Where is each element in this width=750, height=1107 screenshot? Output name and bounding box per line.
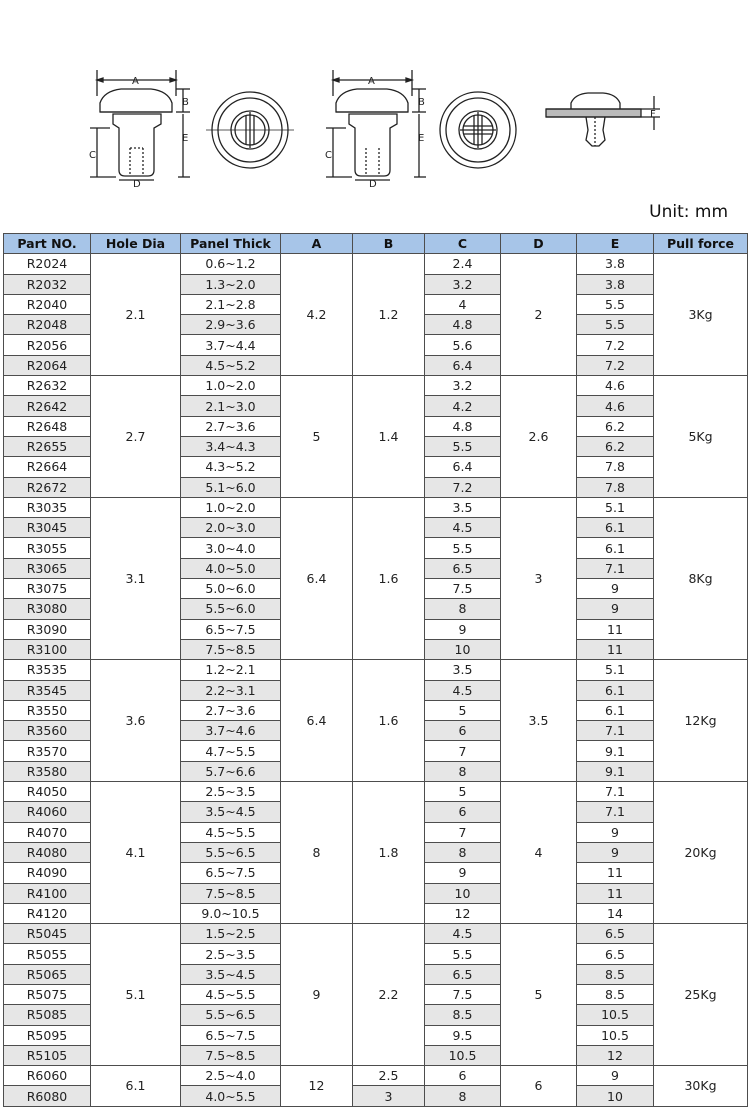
part-no-cell: R5075 (4, 984, 91, 1004)
dim-c-cell: 4.5 (425, 518, 501, 538)
panel-thick-cell: 3.7~4.4 (181, 335, 281, 355)
pull-force-cell: 8Kg (654, 497, 748, 659)
dim-e-cell: 9 (577, 822, 654, 842)
dim-c-cell: 10 (425, 639, 501, 659)
panel-thick-cell: 2.5~4.0 (181, 1066, 281, 1086)
side-view-center (325, 70, 426, 190)
dim-c-cell: 3.5 (425, 660, 501, 680)
panel-thick-cell: 0.6~1.2 (181, 254, 281, 274)
part-no-cell: R2064 (4, 355, 91, 375)
dim-c-cell: 5 (425, 700, 501, 720)
part-no-cell: R4120 (4, 903, 91, 923)
part-no-cell: R3545 (4, 680, 91, 700)
part-no-cell: R3035 (4, 497, 91, 517)
dim-e-cell: 3.8 (577, 254, 654, 274)
panel-thick-cell: 3.4~4.3 (181, 436, 281, 456)
part-no-cell: R5085 (4, 1005, 91, 1025)
dim-e-cell: 6.1 (577, 518, 654, 538)
table-row (4, 1066, 748, 1086)
dim-e-cell: 4.6 (577, 396, 654, 416)
part-no-cell: R3090 (4, 619, 91, 639)
panel-thick-cell: 2.7~3.6 (181, 700, 281, 720)
part-no-cell: R6060 (4, 1066, 91, 1086)
dim-c-cell: 2.4 (425, 254, 501, 274)
panel-thick-cell: 6.5~7.5 (181, 863, 281, 883)
dim-e-cell: 5.1 (577, 660, 654, 680)
unit-label: Unit: mm (649, 202, 728, 222)
dim-e-cell: 5.1 (577, 497, 654, 517)
dim-e-cell: 10.5 (577, 1005, 654, 1025)
dim-e-cell: 6.1 (577, 538, 654, 558)
dim-e-cell: 8.5 (577, 964, 654, 984)
dim-c-cell: 6.4 (425, 355, 501, 375)
part-no-cell: R2032 (4, 274, 91, 294)
top-view-center (440, 92, 516, 168)
dim-d-cell: 5 (501, 924, 577, 1066)
panel-thick-cell: 2.5~3.5 (181, 782, 281, 802)
part-no-cell: R2664 (4, 457, 91, 477)
dim-label-d: D (133, 179, 141, 190)
dim-e-cell: 9 (577, 599, 654, 619)
dim-e-cell: 7.1 (577, 802, 654, 822)
dim-e-cell: 7.8 (577, 477, 654, 497)
col-header-b: B (353, 234, 425, 254)
dim-c-cell: 7.5 (425, 984, 501, 1004)
top-view-left (206, 92, 294, 168)
part-no-cell: R5045 (4, 924, 91, 944)
dim-c-cell: 3.2 (425, 376, 501, 396)
part-no-cell: R3100 (4, 639, 91, 659)
part-no-cell: R3080 (4, 599, 91, 619)
table-header-row (4, 234, 748, 254)
table-row (4, 376, 748, 396)
part-no-cell: R5095 (4, 1025, 91, 1045)
panel-thick-cell: 7.5~8.5 (181, 883, 281, 903)
dim-c-cell: 9 (425, 619, 501, 639)
part-no-cell: R4060 (4, 802, 91, 822)
dim-c-cell: 4.2 (425, 396, 501, 416)
panel-thick-cell: 2.1~2.8 (181, 294, 281, 314)
side-view-left (89, 70, 190, 190)
dim-b-cell: 1.6 (353, 660, 425, 782)
dim-c-cell: 5.5 (425, 436, 501, 456)
dim-a-cell: 6.4 (281, 497, 353, 659)
table-row (4, 782, 748, 802)
dim-c-cell: 3.2 (425, 274, 501, 294)
dim-e-cell: 10.5 (577, 1025, 654, 1045)
hole-dia-cell: 2.7 (91, 376, 181, 498)
dim-d-cell: 3 (501, 497, 577, 659)
dim-c-cell: 4 (425, 294, 501, 314)
panel-thick-cell: 2.2~3.1 (181, 680, 281, 700)
panel-thick-cell: 1.5~2.5 (181, 924, 281, 944)
dim-c-cell: 7.2 (425, 477, 501, 497)
col-header-e: E (577, 234, 654, 254)
dim-e-cell: 6.5 (577, 924, 654, 944)
dim-a-cell: 8 (281, 782, 353, 924)
part-no-cell: R4050 (4, 782, 91, 802)
dim-label-a-2: A (368, 76, 375, 87)
dim-e-cell: 9.1 (577, 741, 654, 761)
dim-label-c-2: C (325, 150, 332, 161)
panel-thick-cell: 5.1~6.0 (181, 477, 281, 497)
dim-b-cell: 1.2 (353, 254, 425, 376)
dim-c-cell: 5 (425, 782, 501, 802)
hole-dia-cell: 3.6 (91, 660, 181, 782)
part-no-cell: R2672 (4, 477, 91, 497)
panel-thick-cell: 2.0~3.0 (181, 518, 281, 538)
part-no-cell: R2024 (4, 254, 91, 274)
dim-c-cell: 8 (425, 1086, 501, 1106)
part-no-cell: R4100 (4, 883, 91, 903)
panel-thick-cell: 2.7~3.6 (181, 416, 281, 436)
part-no-cell: R3550 (4, 700, 91, 720)
panel-thick-cell: 1.0~2.0 (181, 376, 281, 396)
panel-thick-cell: 5.7~6.6 (181, 761, 281, 781)
dim-b-cell: 1.8 (353, 782, 425, 924)
dim-c-cell: 4.5 (425, 680, 501, 700)
dim-c-cell: 8 (425, 761, 501, 781)
dim-d-cell: 3.5 (501, 660, 577, 782)
dim-a-cell: 9 (281, 924, 353, 1066)
dim-e-cell: 7.1 (577, 721, 654, 741)
dim-a-cell: 12 (281, 1066, 353, 1107)
col-header-c: C (425, 234, 501, 254)
dim-a-cell: 4.2 (281, 254, 353, 376)
dim-c-cell: 6.5 (425, 964, 501, 984)
part-no-cell: R3045 (4, 518, 91, 538)
dim-c-cell: 10 (425, 883, 501, 903)
part-no-cell: R4080 (4, 842, 91, 862)
dim-e-cell: 11 (577, 639, 654, 659)
dim-c-cell: 6.5 (425, 558, 501, 578)
dim-e-cell: 9 (577, 1066, 654, 1086)
panel-thick-cell: 7.5~8.5 (181, 639, 281, 659)
dim-e-cell: 11 (577, 619, 654, 639)
dim-c-cell: 8 (425, 599, 501, 619)
dim-c-cell: 4.5 (425, 924, 501, 944)
dim-c-cell: 5.5 (425, 944, 501, 964)
panel-thick-cell: 6.5~7.5 (181, 1025, 281, 1045)
dim-c-cell: 6.4 (425, 457, 501, 477)
part-no-cell: R4090 (4, 863, 91, 883)
col-header-pull-force: Pull force (654, 234, 748, 254)
spec-table-body (4, 254, 748, 1106)
panel-thick-cell: 2.5~3.5 (181, 944, 281, 964)
dim-a-cell: 6.4 (281, 660, 353, 782)
panel-thick-cell: 4.0~5.0 (181, 558, 281, 578)
panel-thick-cell: 4.7~5.5 (181, 741, 281, 761)
dim-e-cell: 12 (577, 1045, 654, 1065)
part-no-cell: R2048 (4, 315, 91, 335)
part-no-cell: R6080 (4, 1086, 91, 1106)
dim-c-cell: 7 (425, 822, 501, 842)
dim-c-cell: 7 (425, 741, 501, 761)
dim-c-cell: 5.5 (425, 538, 501, 558)
dim-e-cell: 6.1 (577, 680, 654, 700)
dim-e-cell: 6.2 (577, 416, 654, 436)
dim-e-cell: 4.6 (577, 376, 654, 396)
part-no-cell: R3535 (4, 660, 91, 680)
dim-label-e: E (182, 133, 189, 144)
dim-a-cell: 5 (281, 376, 353, 498)
rivet-dimension-diagram (0, 0, 750, 200)
dim-e-cell: 6.5 (577, 944, 654, 964)
panel-thick-cell: 1.0~2.0 (181, 497, 281, 517)
panel-thick-cell: 5.5~6.5 (181, 842, 281, 862)
panel-thick-cell: 2.9~3.6 (181, 315, 281, 335)
hole-dia-cell: 2.1 (91, 254, 181, 376)
dim-c-cell: 3.5 (425, 497, 501, 517)
dim-c-cell: 6 (425, 721, 501, 741)
dim-c-cell: 10.5 (425, 1045, 501, 1065)
dim-e-cell: 8.5 (577, 984, 654, 1004)
dim-c-cell: 6 (425, 802, 501, 822)
table-row (4, 660, 748, 680)
dim-b-cell: 3 (353, 1086, 425, 1106)
part-no-cell: R5065 (4, 964, 91, 984)
dim-e-cell: 7.2 (577, 335, 654, 355)
dim-e-cell: 6.1 (577, 700, 654, 720)
panel-thick-cell: 5.5~6.5 (181, 1005, 281, 1025)
dim-label-e-2: E (418, 133, 425, 144)
table-row (4, 497, 748, 517)
dim-label-d-2: D (369, 179, 377, 190)
dim-c-cell: 12 (425, 903, 501, 923)
dim-d-cell: 2.6 (501, 376, 577, 498)
panel-thick-cell: 4.5~5.5 (181, 822, 281, 842)
dim-e-cell: 3.8 (577, 274, 654, 294)
part-no-cell: R2040 (4, 294, 91, 314)
col-header-hole-dia: Hole Dia (91, 234, 181, 254)
panel-thick-cell: 2.1~3.0 (181, 396, 281, 416)
dim-b-cell: 2.2 (353, 924, 425, 1066)
dim-c-cell: 8.5 (425, 1005, 501, 1025)
dim-c-cell: 4.8 (425, 315, 501, 335)
dim-e-cell: 9 (577, 579, 654, 599)
col-header-a: A (281, 234, 353, 254)
dim-label-b-2: B (418, 97, 425, 108)
pull-force-cell: 3Kg (654, 254, 748, 376)
part-no-cell: R5055 (4, 944, 91, 964)
dim-e-cell: 6.2 (577, 436, 654, 456)
part-no-cell: R4070 (4, 822, 91, 842)
dim-c-cell: 5.6 (425, 335, 501, 355)
panel-thick-cell: 7.5~8.5 (181, 1045, 281, 1065)
panel-thick-cell: 9.0~10.5 (181, 903, 281, 923)
dim-label-b: B (182, 97, 189, 108)
panel-thick-cell: 4.0~5.5 (181, 1086, 281, 1106)
dim-c-cell: 8 (425, 842, 501, 862)
part-no-cell: R2642 (4, 396, 91, 416)
dim-d-cell: 6 (501, 1066, 577, 1107)
dim-e-cell: 7.1 (577, 558, 654, 578)
part-no-cell: R2648 (4, 416, 91, 436)
part-no-cell: R3560 (4, 721, 91, 741)
dim-d-cell: 2 (501, 254, 577, 376)
part-no-cell: R5105 (4, 1045, 91, 1065)
hole-dia-cell: 6.1 (91, 1066, 181, 1107)
dim-e-cell: 5.5 (577, 294, 654, 314)
dim-label-c: C (89, 150, 96, 161)
part-no-cell: R3055 (4, 538, 91, 558)
pull-force-cell: 25Kg (654, 924, 748, 1066)
spec-table (3, 233, 748, 1107)
part-no-cell: R2056 (4, 335, 91, 355)
panel-thick-cell: 1.2~2.1 (181, 660, 281, 680)
panel-thick-cell: 3.0~4.0 (181, 538, 281, 558)
col-header-panel-thick: Panel Thick (181, 234, 281, 254)
dim-e-cell: 11 (577, 863, 654, 883)
col-header-part-no: Part NO. (4, 234, 91, 254)
panel-thick-cell: 6.5~7.5 (181, 619, 281, 639)
panel-thick-cell: 5.0~6.0 (181, 579, 281, 599)
pull-force-cell: 20Kg (654, 782, 748, 924)
dim-b-cell: 2.5 (353, 1066, 425, 1086)
hole-dia-cell: 4.1 (91, 782, 181, 924)
part-no-cell: R3570 (4, 741, 91, 761)
panel-thick-cell: 3.7~4.6 (181, 721, 281, 741)
pull-force-cell: 12Kg (654, 660, 748, 782)
pull-force-cell: 30Kg (654, 1066, 748, 1107)
panel-thick-cell: 3.5~4.5 (181, 802, 281, 822)
hole-dia-cell: 5.1 (91, 924, 181, 1066)
dim-e-cell: 14 (577, 903, 654, 923)
dim-e-cell: 5.5 (577, 315, 654, 335)
part-no-cell: R3075 (4, 579, 91, 599)
part-no-cell: R3065 (4, 558, 91, 578)
dim-e-cell: 7.8 (577, 457, 654, 477)
dim-label-f: F (650, 109, 656, 120)
dim-b-cell: 1.6 (353, 497, 425, 659)
panel-thick-cell: 3.5~4.5 (181, 964, 281, 984)
dim-e-cell: 9 (577, 842, 654, 862)
dim-b-cell: 1.4 (353, 376, 425, 498)
dim-e-cell: 7.1 (577, 782, 654, 802)
dim-e-cell: 9.1 (577, 761, 654, 781)
pull-force-cell: 5Kg (654, 376, 748, 498)
dim-c-cell: 9 (425, 863, 501, 883)
table-row (4, 254, 748, 274)
part-no-cell: R3580 (4, 761, 91, 781)
dim-d-cell: 4 (501, 782, 577, 924)
installed-view (546, 93, 660, 146)
dim-label-a: A (132, 76, 139, 87)
part-no-cell: R2632 (4, 376, 91, 396)
part-no-cell: R2655 (4, 436, 91, 456)
dim-e-cell: 11 (577, 883, 654, 903)
dim-c-cell: 9.5 (425, 1025, 501, 1045)
hole-dia-cell: 3.1 (91, 497, 181, 659)
panel-thick-cell: 1.3~2.0 (181, 274, 281, 294)
panel-thick-cell: 4.5~5.5 (181, 984, 281, 1004)
dim-e-cell: 10 (577, 1086, 654, 1106)
table-row (4, 924, 748, 944)
panel-thick-cell: 4.5~5.2 (181, 355, 281, 375)
dim-c-cell: 6 (425, 1066, 501, 1086)
dim-c-cell: 4.8 (425, 416, 501, 436)
col-header-d: D (501, 234, 577, 254)
dim-e-cell: 7.2 (577, 355, 654, 375)
panel-thick-cell: 5.5~6.0 (181, 599, 281, 619)
panel-thick-cell: 4.3~5.2 (181, 457, 281, 477)
dim-c-cell: 7.5 (425, 579, 501, 599)
